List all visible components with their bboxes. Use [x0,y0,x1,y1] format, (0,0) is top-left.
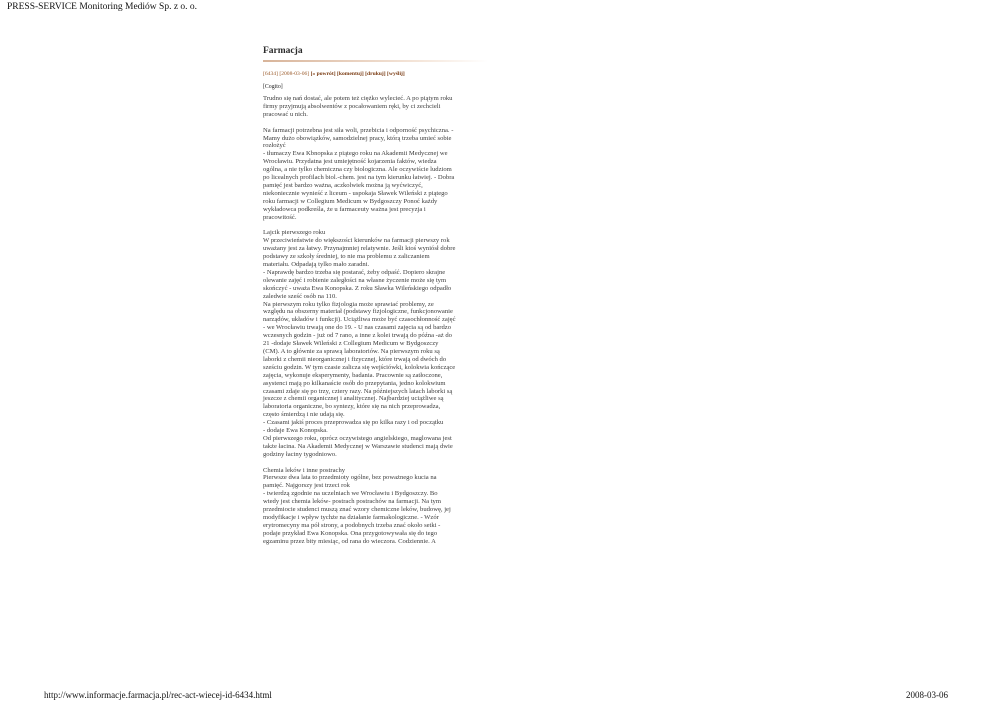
article-paragraph [263,127,521,222]
paragraph-line: Wrocławiu. Przydatna jest umiejętność kojarzenia faktów, wiedza [263,158,437,166]
paragraph-line: laborki z chemii nieorganicznej i fizycznej, które trwają od dwóch do [263,355,447,363]
paragraph-line: względu na obszerny materiał (podstawy fizjologiczne, funkcjonowanie [263,308,453,316]
paragraph-line: Na pierwszym roku tylko fizjologia może sprawiać problemy, ze [263,300,434,308]
paragraph-line: często śmierdzą i nie udają się. [263,411,345,419]
article-date: [2008-03-06] [279,71,310,77]
article-paragraph [263,95,521,119]
paragraph-line: Pierwsze dwa lata to przedmioty ogólne, bez poważnego kucia na [263,474,437,482]
paragraph-line: materiału. Odpadają tylko mało zaradni. [263,261,370,268]
paragraph-line: po licealnych profilach biol.-chem. jest na tym kierunku łatwiej. - Dobra [263,174,455,182]
paragraph-line: - tłumaczy Ewa Kbnopska z piątego roku na Akademii Medycznej we [263,150,448,158]
footer-url: http://www.informacje.farmacja.pl/rec-act-wiecej-id-6434.html [44,690,272,700]
paragraph-line: - dodaje Ewa Konopska. [263,427,328,435]
article-id: [6434] [263,71,278,77]
paragraph-line: pracować u nich. [263,110,308,118]
paragraph-line: pamięć jest bardzo ważna, aczkolwiek można ją wyćwiczyć, [263,181,423,189]
paragraph-line: czasami zdaje się po trzy, cztery razy. Na późniejszych latach laborki są [263,387,453,395]
paragraph-line: Chemia leków i inne postrachy [263,466,346,474]
paragraph-line: wczesnych godzin - już od 7 rano, a inne z kolei trwają do późna -aż do [263,332,452,340]
document-header: PRESS-SERVICE Monitoring Mediów Sp. z o. o. [7,2,198,12]
send-link[interactable]: [wyślij] [387,71,405,77]
paragraph-line: Lajcik pierwszego roku [263,229,326,237]
paragraph-line: zaledwie sześć osób na 110. [263,292,337,300]
paragraph-line: olewanie zajęć i robienie zaległości na własne życzenie może się tym [263,276,447,284]
article-source: [Cogito] [263,84,283,90]
paragraph-line: narządów, układów i funkcji). Uciążliwa może być czasochłonność zajęć [263,316,456,324]
article-title: Farmacja [263,46,303,56]
paragraph-line: firmy przyjmują absolwentów z pocałowaniem ręki, by ci zechcieli [263,102,441,110]
title-divider [263,60,488,62]
paragraph-line: podaje przykład Ewa Konopska. Ona przygotowywała się do tego [263,529,438,537]
paragraph-line: asystenci mają po kilkanaście osób do przepytania, jedno kolokwium [263,379,446,387]
article [263,45,521,546]
paragraph-line: zajęcia, wykonuje eksperymenty, badania. Pracownie są zatłoczone, [263,371,443,379]
paragraph-line: erytromecyny ma pół strony, a podobnych trzeba znać około setki - [263,521,441,529]
comment-link[interactable]: [komentuj] [336,71,364,77]
paragraph-line: rozłożyć [263,142,286,150]
paragraph-line: godziny łaciny tygodniowo. [263,450,337,458]
print-link[interactable]: [drukuj] [365,71,386,77]
paragraph-line: sześciu godzin. W tym czasie zalicza się wejściówki, kolokwia kończące [263,363,456,371]
paragraph-line: jeszcze z chemii organicznej i analitycznej. Najbardziej uciążliwe są [263,395,444,403]
paragraph-line: wykładowca podkreśla, że u farmaceuty ważna jest precyzja i [263,205,426,213]
paragraph-line: Od pierwszego roku, oprócz oczywistego angielskiego, maglowana jest [263,434,452,442]
footer-date: 2008-03-06 [906,690,948,700]
paragraph-line: uważany jest za łatwy. Przynajmniej relatywnie. Jeśli ktoś wyniósł dobre [263,245,456,253]
paragraph-line: laboratoria organiczne, bo syntezy, które się na nich przeprowadza, [263,403,441,411]
paragraph-line: niekoniecznie wynieść z liceum - uspokaja Sławek Wileński z piątego [263,189,448,197]
paragraph-line: modyfikacje i wpływ tychże na działanie farmakologiczne. - Wzór [263,513,439,521]
paragraph-line: skończyć - uważa Ewa Konopska. Z roku Sławka Wileńskiego odpadło [263,284,452,292]
paragraph-line: wtedy jest chemia leków- postrach postrachów na farmacji. Na tym [263,498,441,506]
back-link[interactable]: [« powrót] [310,71,336,77]
paragraph-line: roku farmacji w Collegium Medicum w Bydgoszczy Ponoć każdy [263,197,438,205]
paragraph-line: - Naprawdę bardzo trzeba się postarać, żeby odpaść. Dopiero skrajne [263,268,446,276]
paragraph-line: W przeciwieństwie do większości kierunków na farmacji pierwszy rok [263,237,450,245]
paragraph-line: pracowitość. [263,213,297,221]
paragraph-line: Mamy dużo obowiązków, samodzielnej pracy, którą trzeba umieć sobie [263,134,452,142]
article-meta [263,70,521,78]
paragraph-line: przedmiocie studenci muszą znać wzory chemiczne leków, budowę, jej [263,506,451,514]
paragraph-line: egzaminu przez bity miesiąc, od rana do wieczora. Codziennie. A [263,537,436,545]
article-paragraph [263,467,521,546]
article-body [263,95,521,546]
paragraph-line: ogólna, a nie tylko chemiczna czy biologiczna. Ale oczywiście ludziom [263,166,452,174]
paragraph-line: - Czasami jakiś proces przeprowadza się po kilka razy i od początku [263,419,444,427]
paragraph-line: także łacina. Na Akademii Medycznej w Warszawie studenci mają dwie [263,442,453,450]
paragraph-line: Na farmacji potrzebna jest siła woli, przebicia i odporność psychiczna. - [263,126,454,134]
paragraph-line: Trudno się nań dostać, ale potem też ciężko wylecieć. A po piątym roku [263,95,453,102]
paragraph-line: pamięć. Najgorszy jest trzeci rok [263,482,350,490]
article-paragraph [263,229,521,458]
paragraph-line: podstawy ze szkoły średniej, to nie ma problemu z zaliczaniem [263,253,430,261]
paragraph-line: - we Wrocławiu trwają one do 19. - U nas czasami zajęcia są od bardzo [263,324,452,332]
paragraph-line: (CM). A to głównie za sprawą laboratoriów. Na pierwszym roku są [263,347,440,355]
paragraph-line: 21 -dodaje Sławek Wileński z Collegium Medicum w Bydgoszczy [263,340,439,348]
paragraph-line: - twierdzą zgodnie na uczelniach we Wrocławiu i Bydgoszczy. Bo [263,490,438,498]
